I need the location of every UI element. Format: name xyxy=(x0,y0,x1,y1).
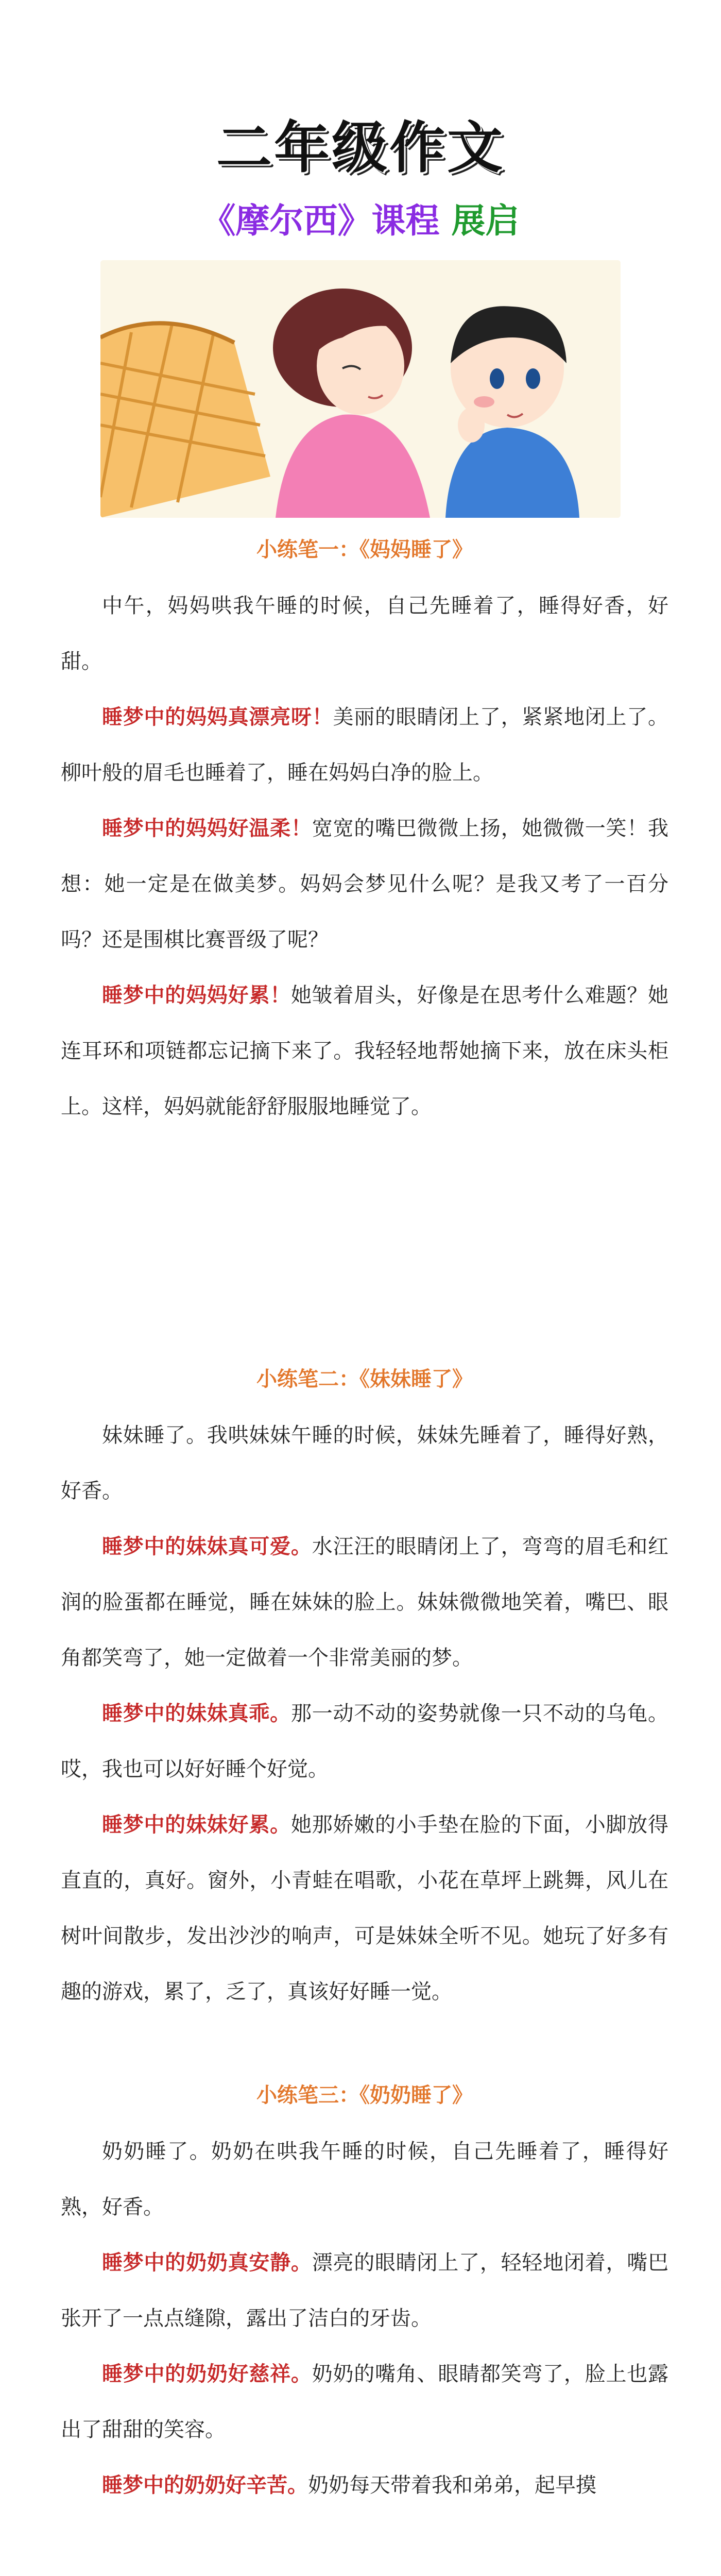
section-3 xyxy=(61,2079,668,2513)
paragraph-text: 奶奶每天带着我和弟弟，起早摸 xyxy=(308,2473,596,2497)
section-paragraph xyxy=(61,1797,668,2020)
section-title: 小练笔二：《妹妹睡了》 xyxy=(256,1367,473,1391)
section-paragraph xyxy=(61,2235,668,2346)
paragraph-text: 宽宽的嘴巴微微上扬，她微微一笑！我想：她一定是在做美梦。妈妈会梦见什么呢？是我又考了一百分吗？还是围棋比赛晋级了呢？ xyxy=(61,817,669,952)
highlight-phrase: 睡梦中的妹妹真乖。 xyxy=(102,1701,291,1725)
section-paragraph xyxy=(61,2346,668,2458)
paragraph-text: 那一动不动的姿势就像一只不动的乌龟。哎，我也可以好好睡个好觉。 xyxy=(61,1702,669,1781)
page-title: 二年级作文 xyxy=(216,116,505,180)
section-paragraph xyxy=(61,801,668,968)
section-paragraph xyxy=(61,1686,668,1797)
highlight-phrase: 睡梦中的奶奶好辛苦。 xyxy=(102,2473,308,2497)
section-2 xyxy=(61,1363,668,2020)
section-title: 小练笔三：《奶奶睡了》 xyxy=(256,2083,473,2107)
section-paragraph xyxy=(61,1519,668,1686)
page-subtitle xyxy=(0,193,721,242)
illustration xyxy=(100,260,621,518)
highlight-phrase: 睡梦中的妈妈真漂亮呀！ xyxy=(102,705,333,729)
highlight-phrase: 睡梦中的妈妈好累！ xyxy=(102,983,291,1007)
highlight-phrase: 睡梦中的奶奶真安静。 xyxy=(102,2250,312,2275)
section-paragraph xyxy=(61,968,668,1134)
paragraph-text: 她皱着眉头，好像是在思考什么难题？她连耳环和项链都忘记摘下来了。我轻轻地帮她摘下来，放在床头柜上。这样，妈妈就能舒舒服服地睡觉了。 xyxy=(61,984,669,1118)
subtitle-course: 《摩尔西》课程 xyxy=(201,201,440,241)
paragraph-text: 漂亮的眼睛闭上了，轻轻地闭着，嘴巴张开了一点点缝隙，露出了洁白的牙齿。 xyxy=(61,2251,669,2330)
section-title: 小练笔一：《妈妈睡了》 xyxy=(256,537,473,562)
section-1 xyxy=(61,533,668,1134)
section-paragraph xyxy=(61,689,668,801)
highlight-phrase: 睡梦中的妹妹好累。 xyxy=(102,1812,291,1837)
section-intro: 妹妹睡了。我哄妹妹午睡的时候，妹妹先睡着了，睡得好熟，好香。 xyxy=(61,1423,668,1503)
highlight-phrase: 睡梦中的妹妹真可爱。 xyxy=(102,1534,312,1558)
paragraph-text: 美丽的眼睛闭上了，紧紧地闭上了。柳叶般的眉毛也睡着了，睡在妈妈白净的脸上。 xyxy=(61,705,669,785)
section-intro: 奶奶睡了。奶奶在哄我午睡的时候，自己先睡着了，睡得好熟，好香。 xyxy=(61,2140,668,2219)
subtitle-tag: 展启 xyxy=(451,201,520,241)
section-paragraph xyxy=(61,2458,668,2513)
illustration-svg xyxy=(100,260,621,518)
section-intro: 中午，妈妈哄我午睡的时候，自己先睡着了，睡得好香，好甜。 xyxy=(61,594,668,673)
paragraph-text: 她那娇嫩的小手垫在脸的下面，小脚放得直直的，真好。窗外，小青蛙在唱歌，小花在草坪上跳舞，风儿在树叶间散步，发出沙沙的响声，可是妹妹全听不见。她玩了好多有趣的游戏，累了，乏了，真该好好睡一觉。 xyxy=(61,1813,669,2004)
highlight-phrase: 睡梦中的妈妈好温柔！ xyxy=(102,816,312,840)
paragraph-text: 奶奶的嘴角、眼睛都笑弯了，脸上也露出了甜甜的笑容。 xyxy=(61,2362,669,2442)
highlight-phrase: 睡梦中的奶奶好慈祥。 xyxy=(102,2362,312,2386)
paragraph-text: 水汪汪的眼睛闭上了，弯弯的眉毛和红润的脸蛋都在睡觉，睡在妹妹的脸上。妹妹微微地笑着，嘴巴、眼角都笑弯了，她一定做着一个非常美丽的梦。 xyxy=(61,1535,669,1670)
